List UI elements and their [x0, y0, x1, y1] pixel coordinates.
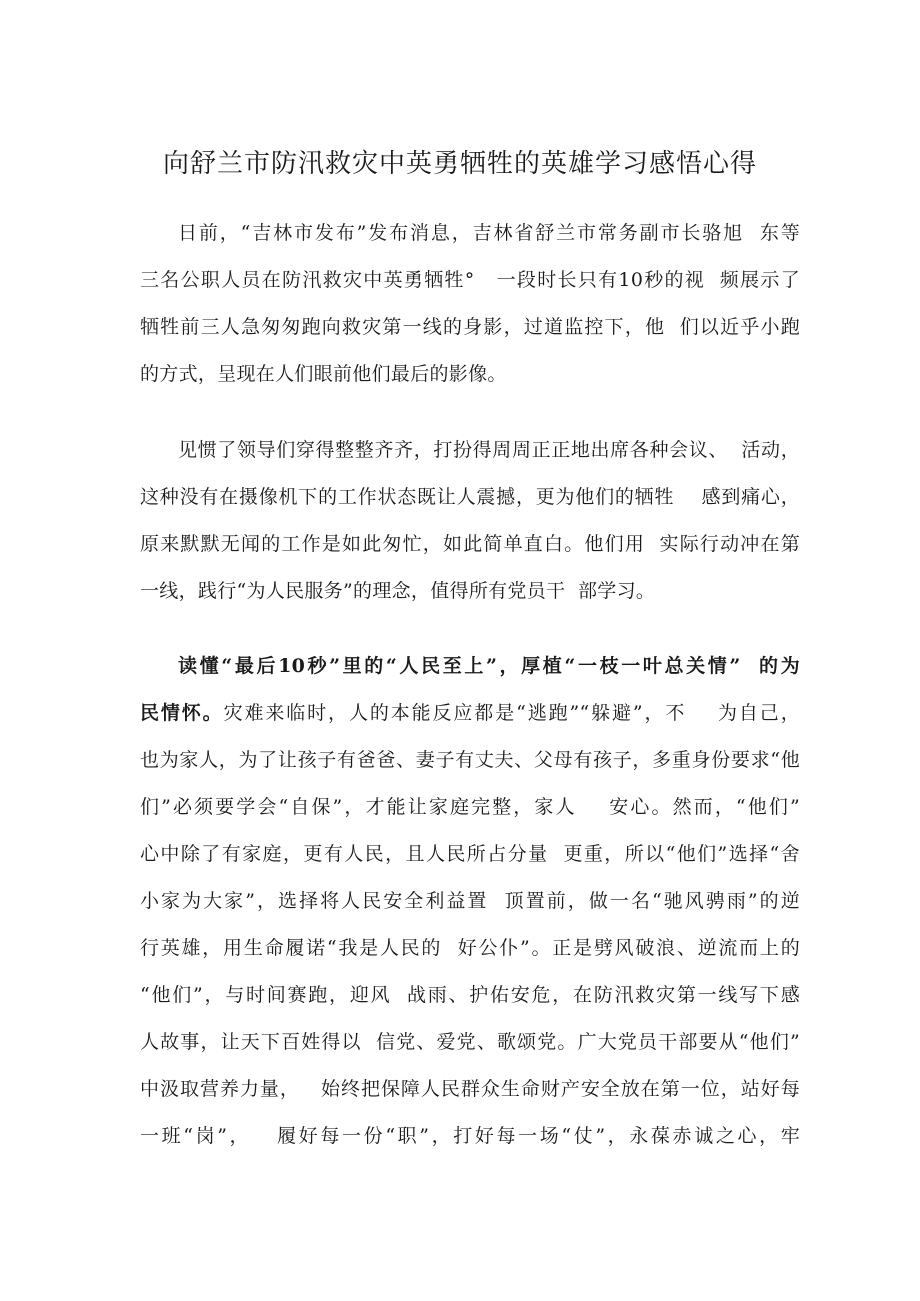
paragraph-line: 人故事，让天下百姓得以 信党、爱党、歌颂党。广大党员干部要从“他们”	[140, 1031, 800, 1053]
paragraph-2	[140, 427, 800, 615]
paragraph-lead-heading: 读懂“最后10秒”里的“人民至上”，厚植“一枝一叶总关情” 的为	[178, 655, 800, 677]
paragraph-line: 也为家人，为了让孩子有爸爸、妻子有丈夫、父母有孩子，多重身份要求“他	[140, 749, 800, 771]
paragraph-line: 行英雄，用生命履诺“我是人民的 好公仆”。正是劈风破浪、逆流而上的	[140, 937, 800, 959]
paragraph-line-rest: 灾难来临时，人的本能反应都是“逃跑”“躲避”，不 为自己，	[223, 702, 800, 724]
paragraph-line: 牺牲前三人急匆匆跑向救灾第一线的身影，过道监控下，他 们以近乎小跑	[140, 316, 800, 338]
document-title: 向舒兰市防汛救灾中英勇牺牲的英雄学习感悟心得	[162, 149, 757, 179]
paragraph-line: 三名公职人员在防汛救灾中英勇牺牲° 一段时长只有10秒的视 频展示了	[140, 269, 800, 291]
paragraph-line: 这种没有在摄像机下的工作状态既让人震撼，更为他们的牺牲 感到痛心，	[140, 486, 800, 508]
paragraph-line: 中汲取营养力量， 始终把保障人民群众生命财产安全放在第一位，站好每	[140, 1078, 800, 1100]
paragraph-3	[140, 643, 800, 1160]
paragraph-line: 小家为大家”，选择将人民安全利益置 顶置前，做一名“驰风骋雨”的逆	[140, 890, 800, 912]
paragraph-lead-heading-end: 民情怀。	[140, 702, 224, 724]
paragraph-line: 们”必须要学会“自保”，才能让家庭完整，家人 安心。然而，“他们”	[140, 796, 800, 818]
paragraph-line: 原来默默无闻的工作是如此匆忙，如此简单直白。他们用 实际行动冲在第	[140, 533, 800, 555]
paragraph-line: “他们”，与时间赛跑，迎风 战雨、护佑安危，在防汛救灾第一线写下感	[140, 984, 800, 1006]
paragraph-line	[140, 690, 800, 737]
paragraph-line: 见惯了领导们穿得整整齐齐，打扮得周周正正地出席各种会议、 活动，	[178, 439, 800, 461]
paragraph-line: 的方式，呈现在人们眼前他们最后的影像。	[140, 363, 507, 385]
paragraph-line: 一线，践行“为人民服务”的理念，值得所有党员干 部学习。	[140, 580, 656, 602]
paragraph-1	[140, 210, 800, 398]
paragraph-line: 日前，“吉林市发布”发布消息，吉林省舒兰市常务副市长骆旭 东等	[178, 222, 800, 244]
paragraph-line: 心中除了有家庭，更有人民，且人民所占分量 更重，所以“他们”选择“舍	[140, 843, 800, 865]
paragraph-line: 一班“岗”， 履好每一份“职”，打好每一场“仗”，永葆赤诚之心，牢	[140, 1125, 800, 1147]
